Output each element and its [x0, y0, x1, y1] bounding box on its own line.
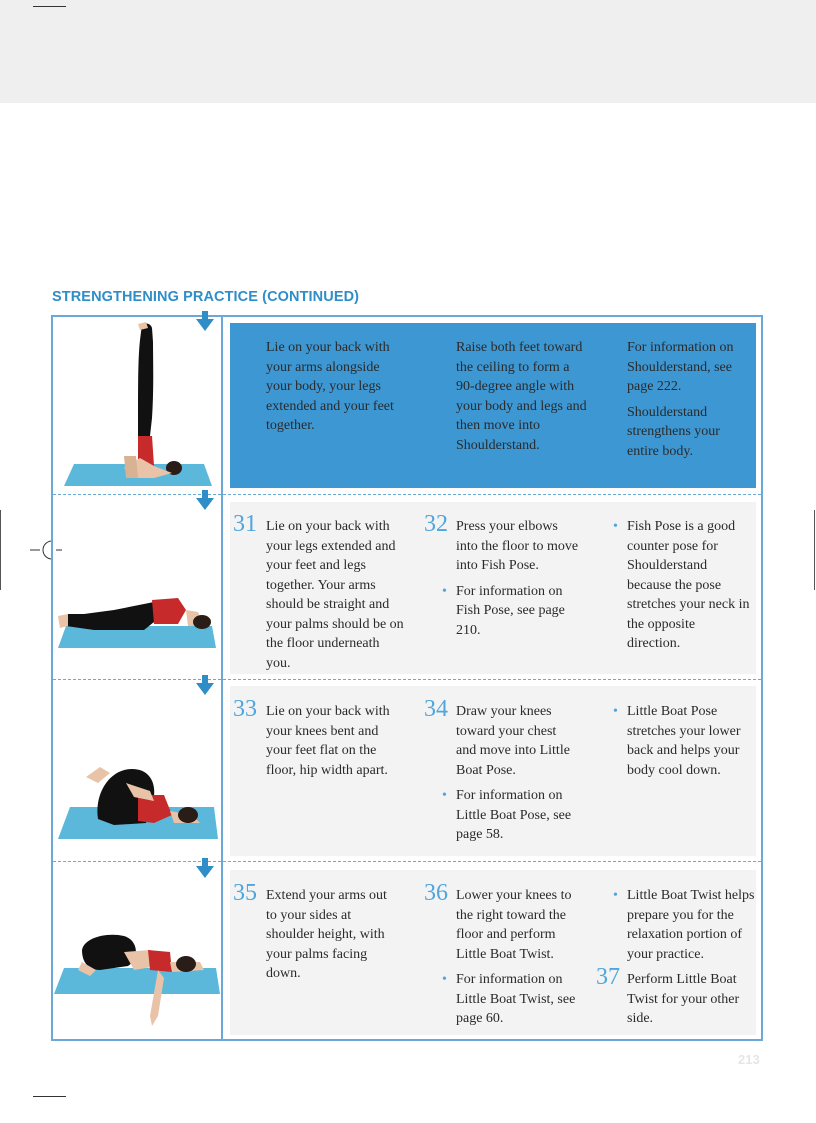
step-number: 32 [424, 511, 448, 537]
step-text-line: For information on Little Boat Pose, see page 58. [456, 788, 572, 842]
step-text [266, 886, 390, 984]
margin-rule-right [814, 510, 815, 590]
step-text-line: Shoulderstand strengthens your entire body. [627, 404, 720, 459]
column-divider [221, 315, 223, 1041]
arrow-down-icon [195, 674, 215, 696]
step-text-line: Press your elbows into the floor to move into Fish Pose. [456, 519, 579, 573]
bullet-item [442, 970, 580, 1029]
row-divider [53, 494, 761, 495]
page-number: 213 [738, 1052, 760, 1067]
bullet-item [613, 886, 755, 964]
step-text [627, 970, 751, 1029]
step-number: 37 [596, 964, 620, 990]
step-text [266, 338, 406, 436]
bullet-dot-icon: • [613, 519, 618, 534]
photo-cell-row-4 [54, 866, 220, 1038]
bullet-dot-icon: • [613, 704, 618, 719]
step-text [613, 517, 751, 654]
step-number: 31 [233, 511, 257, 537]
bullet-item [442, 786, 580, 845]
step-text-line: Lower your knees to the right toward the floor and perform Little Boat Twist. [456, 888, 572, 962]
step-number: 34 [424, 696, 448, 722]
little-boat-twist-photo [54, 866, 220, 1038]
arrow-down-icon [195, 857, 215, 879]
step-text-line: Little Boat Twist helps prepare you for the relaxation portion of your practice. [627, 888, 755, 962]
step-text [442, 702, 580, 845]
bullet-item [613, 517, 751, 654]
bullet-dot-icon: • [613, 888, 618, 903]
arrow-down-icon [195, 310, 215, 332]
crop-mark-top [33, 6, 66, 7]
row-divider [53, 679, 761, 680]
bullet-item [442, 582, 580, 641]
little-boat-pose-photo [54, 683, 220, 859]
step-text [613, 702, 751, 780]
bullet-item [613, 702, 751, 780]
top-banner [0, 0, 816, 103]
step-text [442, 886, 580, 1029]
step-text-line: Draw your knees toward your chest and move into Little Boat Pose. [456, 704, 570, 778]
step-text [456, 338, 590, 455]
photo-cell-row-2 [54, 498, 220, 676]
step-text-line: For information on Little Boat Twist, see page 60. [456, 972, 576, 1026]
step-text-line: Lie on your back with your arms alongside your body, your legs extended and your feet together. [266, 340, 394, 433]
step-text-line: Little Boat Pose stretches your lower back and helps your body cool down. [627, 704, 741, 778]
crop-mark-bottom [33, 1096, 66, 1097]
step-text [627, 338, 751, 461]
step-text-line: Lie on your back with your knees bent and your feet flat on the floor, hip width apart. [266, 704, 390, 778]
step-text [613, 886, 755, 964]
step-text-line: Raise both feet toward the ceiling to form a 90-degree angle with your body and legs and then move into Shoulderstand. [456, 340, 587, 453]
step-text [266, 517, 406, 673]
photo-cell-row-3 [54, 683, 220, 859]
section-heading: STRENGTHENING PRACTICE (CONTINUED) [52, 289, 360, 305]
photo-cell-row-1 [54, 318, 220, 492]
step-text-line: Extend your arms out to your sides at shoulder height, with your palms facing down. [266, 888, 387, 981]
fish-pose-photo [54, 498, 220, 676]
step-number: 33 [233, 696, 257, 722]
row-divider [53, 861, 761, 862]
step-number: 35 [233, 880, 257, 906]
bullet-dot-icon: • [442, 788, 447, 803]
step-text-line: Lie on your back with your legs extended and your feet and legs together. Your arms should be straight and your palms should be on the floor underneath you. [266, 519, 404, 671]
step-number: 36 [424, 880, 448, 906]
step-text [442, 517, 580, 640]
bullet-dot-icon: • [442, 972, 447, 987]
arrow-down-icon [195, 489, 215, 511]
step-text [266, 702, 400, 780]
step-text-line: Fish Pose is a good counter pose for Shoulderstand because the pose stretches your neck in the opposite direction. [627, 519, 750, 651]
margin-rule-left [0, 510, 1, 590]
step-text-line: For information on Shoulderstand, see page 222. [627, 340, 734, 394]
step-text-line: For information on Fish Pose, see page 210. [456, 583, 565, 638]
step-text-line: Perform Little Boat Twist for your other side. [627, 972, 740, 1026]
shoulderstand-pose-photo [54, 318, 220, 492]
bullet-dot-icon: • [442, 583, 447, 599]
